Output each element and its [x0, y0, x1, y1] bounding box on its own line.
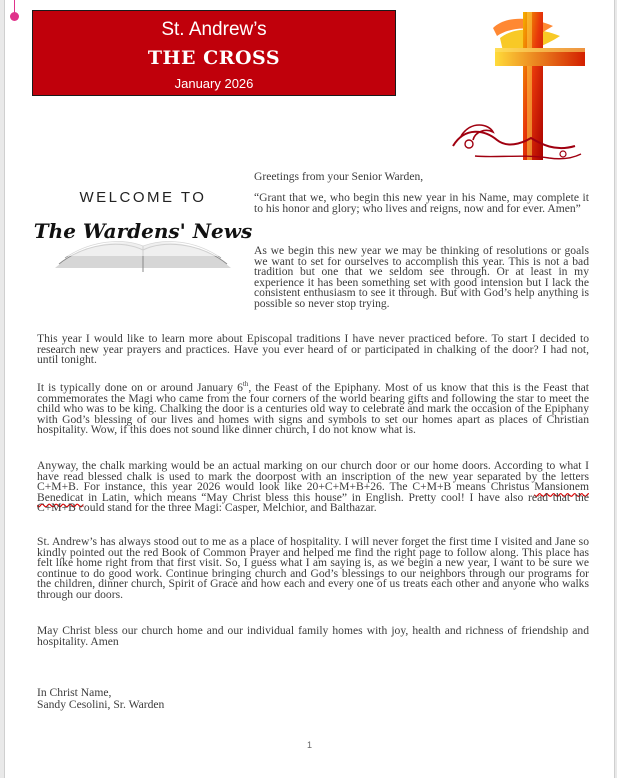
paragraph-blessing: May Christ bless our church home and our individual family homes with joy, health and richness of friendship and hospitality. Amen	[37, 624, 589, 648]
paragraph-chalking	[37, 461, 589, 514]
comment-marker-icon[interactable]	[10, 12, 19, 21]
document-page	[4, 0, 615, 778]
banner-welcome-text: WELCOME TO	[79, 189, 207, 206]
banner-title-text: The Wardens' News	[33, 219, 253, 243]
wardens-news-banner-image	[33, 172, 253, 276]
cross-illustration-icon	[445, 8, 595, 168]
latin-phrase-spellcheck[interactable]: Mansionem Benedicat	[37, 480, 589, 504]
masthead-title: THE CROSS	[147, 47, 281, 69]
paragraph-resolutions: As we begin this new year we may be thinking of resolutions or goals we want to set for ourselves to accomplish this year. This is not a bad tradition but one that we seldom see through. Or at least in my experience it has been something set with good intension but I lack the consistent enthusiasm to see it through. But with God’s help anything is possible so never stop trying.	[254, 244, 589, 310]
masthead-parish: St. Andrew’s	[161, 19, 267, 40]
page-number: 1	[306, 740, 312, 750]
signoff-name: Sandy Cesolini, Sr. Warden	[37, 698, 165, 711]
paragraph-hospitality: St. Andrew’s has always stood out to me as a place of hospitality. I will never forget the first time I visited and Jane so kindly pointed out the red Book of Common Prayer and helped me find the right page to follow along. This place has felt like home right from that first visit. So, I guess what I am saying is, as we begin a new year, I want to be sure we continue to do good work. Continue bringing church and God’s blessings to our neighbors through our programs for the children, dinner church, Spirit of Grace and how each and every one of us treats each other and anyone who walks through our doors.	[37, 535, 589, 601]
chalking-text-start: Anyway, the chalk marking would be an actual marking on our church door or our home doors. According to what I have read blessed chalk is used to mark the doorpost with an inscription of the new year separated by the letters C+M+B. For instance, this year 2026 would look like 20+C+M+B+26. The C+M+B means Christus	[37, 459, 589, 494]
newsletter-masthead	[32, 10, 396, 96]
epiphany-text-rest: , the Feast of the Epiphany. Most of us know that this is the Feast that commemorates the Magi who came from the four corners of the world bearing gifts and following the star to meet the child who was to be king. Chalking the door is a centuries old way to celebrate and mark the occasion of the Epiphany with God’s blessing of our lives and homes with signs and symbols to set our homes apart as places of Christian hospitality. Wow, if this does not sound like dinner church, I do not know what is.	[37, 381, 589, 437]
greeting-line: Greetings from your Senior Warden,	[254, 170, 424, 183]
paragraph-learning: This year I would like to learn more about Episcopal traditions I have never practiced before. To start I decided to research new year prayers and practices. Have you ever heard of or participated in chalking of the door? I had not, until tonight.	[37, 332, 589, 367]
chalking-text-rest: in Latin, which means “May Christ bless this house” in English. Pretty cool! I have also read that the C+M+B could stand for the three Magi: Casper, Melchior, and Balthazar.	[37, 490, 589, 515]
epiphany-text-start: It is typically done on or around January 6	[37, 381, 243, 394]
signoff-closing: In Christ Name,	[37, 686, 112, 699]
masthead-date: January 2026	[174, 76, 254, 91]
paragraph-epiphany	[37, 380, 589, 437]
epiphany-ordinal: th	[242, 380, 249, 389]
opening-prayer: “Grant that we, who begin this new year in his Name, may complete it to his honor and glory; who lives and reigns, now and for ever. Amen”	[254, 191, 589, 215]
